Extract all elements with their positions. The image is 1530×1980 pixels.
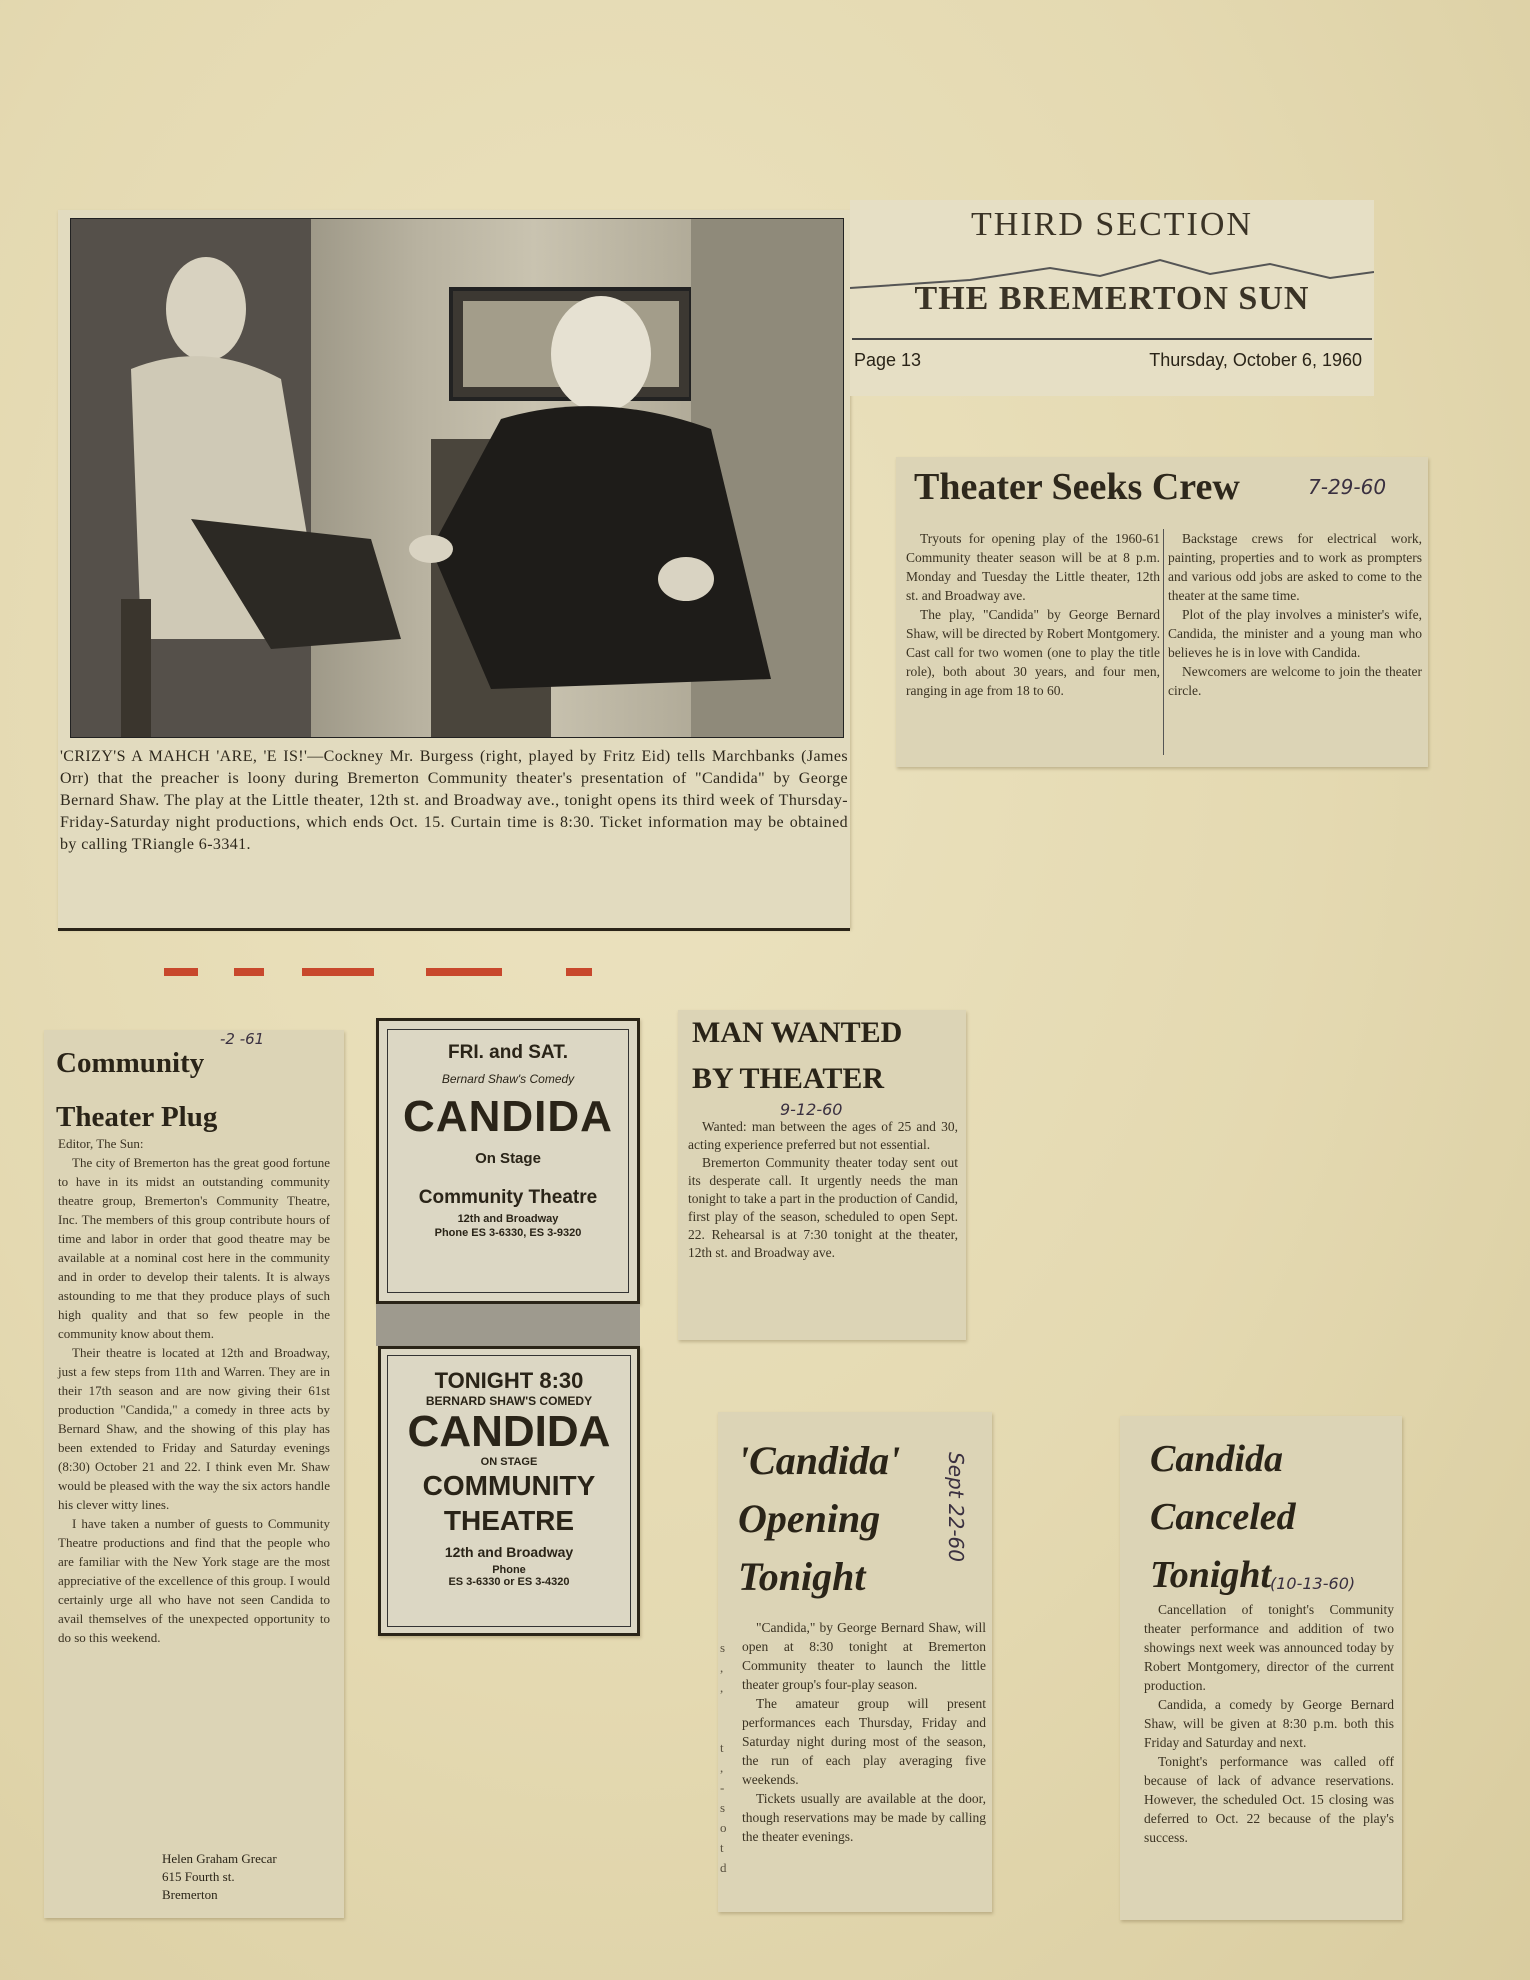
signature-city: Bremerton xyxy=(162,1887,218,1902)
crew-column-2 xyxy=(1168,529,1422,700)
caption-rule xyxy=(58,928,850,931)
canceled-paragraph: Candida, a comedy by George Bernard Shaw, will be given at 8:30 p.m. both this Friday and Saturday and next. xyxy=(1144,1697,1394,1750)
ad2-phone-label: Phone xyxy=(492,1564,526,1576)
crew-headline: Theater Seeks Crew xyxy=(914,466,1240,508)
opening-headline-line3: Tonight xyxy=(738,1554,866,1599)
opening-paragraph: The amateur group will present performances each Thursday, Friday and Saturday night during most of the season, the run of each play averaging five weekends. xyxy=(742,1696,986,1787)
wanted-headline-line1: MAN WANTED xyxy=(692,1016,903,1049)
signature-name: Helen Graham Grecar xyxy=(162,1851,277,1866)
plug-paragraph: Their theatre is located at 12th and Broadway, just a few steps from 11th and Warren. They are in their 17th season and are now giving their 61st production "Candida," a comedy in three acts by Bernard Shaw, and the showing of this play has been extended to Friday and Saturday evenings (8:30) October 21 and 22. I think even Mr. Shaw would be pleased with the way the six actors handle his clever witty lines. xyxy=(58,1345,330,1512)
plug-paragraph: I have taken a number of guests to Community Theatre productions and find that the people who are familiar with the New York stage are the most appreciative of the excellence of this group. I would certainly urge all who have not seen Candida to avail themselves of the unexpected opportunity to do so this weekend. xyxy=(58,1516,330,1645)
crew-paragraph: Newcomers are welcome to join the theater circle. xyxy=(1168,664,1422,698)
ad2-phone: ES 3-6330 or ES 3-4320 xyxy=(448,1576,570,1588)
ad2-on-stage: ON STAGE xyxy=(480,1456,538,1468)
canceled-headline-line1: Candida xyxy=(1150,1438,1284,1480)
newspaper-name: THE BREMERTON SUN xyxy=(914,280,1310,317)
opening-handwritten-date: Sept 22-60 xyxy=(944,1452,968,1563)
adjacent-column-fragment: s , , t , - s o t d xyxy=(720,1640,727,1875)
ad1-venue: Community Theatre xyxy=(418,1187,598,1208)
canceled-headline-line3: Tonight xyxy=(1150,1554,1272,1596)
photo-clipping xyxy=(58,210,850,928)
crew-paragraph: The play, "Candida" by George Bernard Shaw, will be directed by Robert Montgomery. Cast call for two women (one to play the title role), both about 30 years, and four men, ranging in age from 18 to 60. xyxy=(906,607,1160,698)
crew-clipping xyxy=(896,457,1428,767)
ad1-on-stage: On Stage xyxy=(475,1150,541,1167)
canceled-body xyxy=(1144,1600,1394,1847)
canceled-paragraph: Cancellation of tonight's Community theater performance and addition of two showings next week was announced today by Robert Montgomery, director of the current production. xyxy=(1144,1602,1394,1693)
ad1-subtitle: Bernard Shaw's Comedy xyxy=(441,1072,575,1086)
ad2-venue-line1: COMMUNITY xyxy=(422,1470,596,1501)
ad1-address: 12th and Broadway xyxy=(457,1213,559,1225)
wanted-paragraph: Bremerton Community theater today sent out its desperate call. It urgently needs the man tonight to take a part in the production of Candid, first play of the season, scheduled to open Sept. 22. Rehearsal is at 7:30 tonight at the theater, 12th st. and Broadway ave. xyxy=(688,1155,958,1260)
page-number: Page 13 xyxy=(854,350,922,370)
canceled-handwritten-date: (10-13-60) xyxy=(1270,1574,1356,1593)
crew-paragraph: Backstage crews for electrical work, painting, properties and to work as prompters and various odd jobs are asked to come to the theater at the same time. xyxy=(1168,531,1422,603)
ad2-address: 12th and Broadway xyxy=(444,1544,574,1560)
ad1-title: CANDIDA xyxy=(403,1092,613,1141)
wanted-paragraph: Wanted: man between the ages of 25 and 30, acting experience preferred but not essential. xyxy=(688,1119,958,1152)
red-strip-remnant xyxy=(164,968,634,978)
photo-caption: 'CRIZY'S A MAHCH 'ARE, 'E IS!'—Cockney Mr. Burgess (right, played by Fritz Eid) tells Marchbanks (James Orr) that the preacher is loony during Bremerton Community theater's presentation of "Candida" by George Bernard Shaw. The play at the Little theater, 12th st. and Broadway ave., tonight opens its third week of Thursday-Friday-Saturday night productions, which ends Oct. 15. Curtain time is 8:30. Ticket information may be obtained by calling TRiangle 6-3341. xyxy=(60,748,848,853)
opening-paragraph: Tickets usually are available at the door, though reservations may be made by calling the theater evenings. xyxy=(742,1791,986,1844)
ad2-venue-line2: THEATRE xyxy=(443,1505,575,1536)
ad2-time: TONIGHT 8:30 xyxy=(434,1368,584,1393)
wanted-body xyxy=(688,1118,958,1262)
crew-handwritten-date: 7-29-60 xyxy=(1308,475,1387,499)
stage-photo xyxy=(70,218,844,738)
candida-ad-tonight xyxy=(378,1346,640,1636)
canceled-clipping xyxy=(1120,1416,1402,1920)
column-rule xyxy=(1163,529,1164,755)
ad-gap-strip xyxy=(376,1304,640,1346)
plug-signature xyxy=(162,1850,277,1904)
plug-headline-line2: Theater Plug xyxy=(56,1101,218,1133)
signature-address: 615 Fourth st. xyxy=(162,1869,235,1884)
opening-body xyxy=(742,1618,986,1846)
ad1-phone: Phone ES 3-6330, ES 3-9320 xyxy=(434,1227,582,1239)
ad1-days: FRI. and SAT. xyxy=(448,1042,568,1063)
crew-column-1 xyxy=(906,529,1160,700)
ad2-subtitle: BERNARD SHAW'S COMEDY xyxy=(425,1394,593,1408)
stage-photo-illustration xyxy=(71,219,843,737)
opening-headline xyxy=(738,1432,900,1606)
canceled-headline-line2: Canceled xyxy=(1150,1496,1296,1538)
wanted-headline-line2: BY THEATER xyxy=(692,1062,884,1095)
issue-date: Thursday, October 6, 1960 xyxy=(1149,350,1362,370)
wanted-handwritten-date: 9-12-60 xyxy=(780,1100,843,1119)
candida-ad-fri-sat xyxy=(376,1018,640,1304)
plug-clipping xyxy=(44,1030,344,1918)
opening-clipping xyxy=(718,1412,992,1912)
plug-handwritten-date: -2 -61 xyxy=(220,1030,265,1048)
plug-headline xyxy=(56,1036,217,1144)
masthead-clipping xyxy=(850,200,1374,396)
crew-paragraph: Plot of the play involves a minister's wife, Candida, the minister and a young man who believes he is in love with Candida. xyxy=(1168,607,1422,660)
plug-headline-line1: Community xyxy=(56,1047,205,1079)
wanted-clipping xyxy=(678,1010,966,1340)
masthead-rule xyxy=(852,338,1372,340)
opening-headline-line2: Opening xyxy=(738,1496,881,1541)
opening-headline-line1: 'Candida' xyxy=(738,1438,901,1483)
ad2-title: CANDIDA xyxy=(407,1407,611,1456)
crew-paragraph: Tryouts for opening play of the 1960-61 Community theater season will be at 8 p.m. Monday and Tuesday the Little theater, 12th st. and Broadway ave. xyxy=(906,531,1160,603)
plug-paragraph: The city of Bremerton has the great good fortune to have in its midst an outstanding community theatre group, Bremerton's Community Theatre, Inc. The members of this group contribute hours of time and labor in order that good theatre may be available at a nominal cost here in the community and in order to develop their talents. It is always astounding to me that they produce plays of such high quality and that so few people in the community know about them. xyxy=(58,1155,330,1341)
wanted-headline xyxy=(692,1010,962,1102)
section-title: THIRD SECTION xyxy=(971,206,1253,243)
plug-body xyxy=(58,1134,330,1647)
plug-salutation: Editor, The Sun: xyxy=(58,1136,144,1151)
opening-paragraph: "Candida," by George Bernard Shaw, will open at 8:30 tonight at Bremerton Community theater to launch the little theater group's four-play season. xyxy=(742,1620,986,1692)
canceled-paragraph: Tonight's performance was called off because of lack of advance reservations. However, the scheduled Oct. 15 closing was deferred to Oct. 22 because of the play's success. xyxy=(1144,1754,1394,1845)
